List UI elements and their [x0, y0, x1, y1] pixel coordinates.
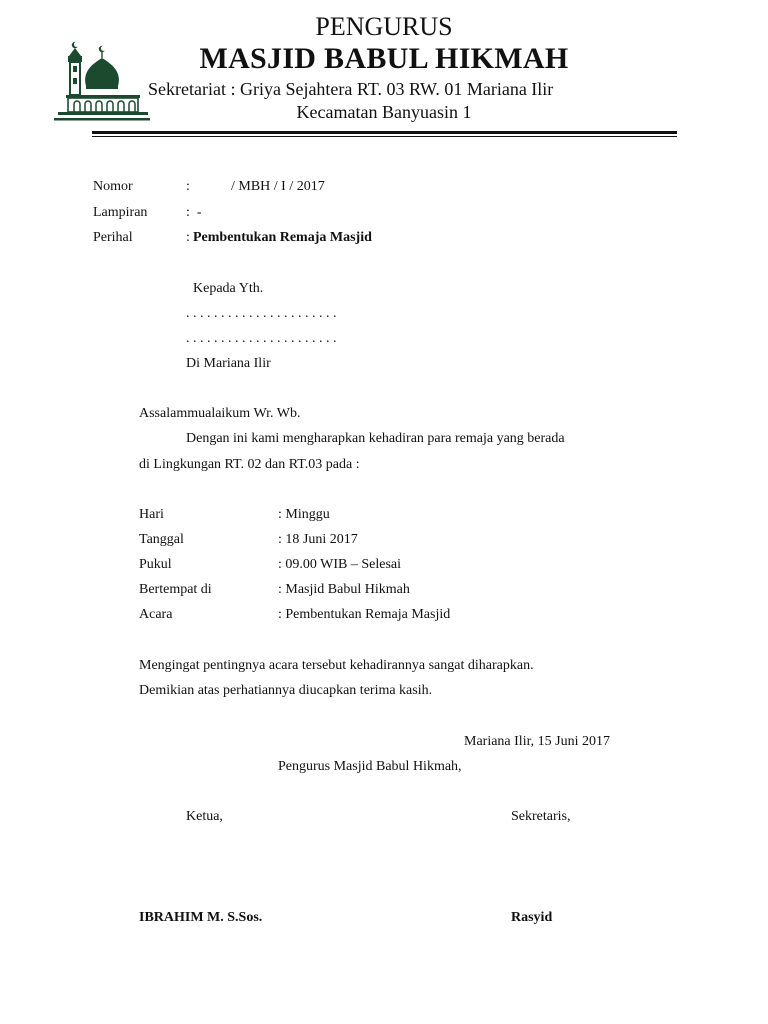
place-date: Mariana Ilir, 15 Juni 2017 — [464, 734, 611, 749]
nomor-value: / MBH / I / 2017 — [231, 179, 325, 194]
detail-label-tanggal: Tanggal — [139, 532, 184, 547]
recipient-salutation: Kepada Yth. — [193, 281, 264, 296]
detail-value-pukul: : 09.00 WIB – Selesai — [278, 557, 402, 572]
intro-line-1: Dengan ini kami mengharapkan kehadiran para remaja yang berada — [186, 431, 565, 446]
detail-value-acara: : Pembentukan Remaja Masjid — [278, 607, 451, 622]
secretary-title: Sekretaris, — [511, 809, 571, 824]
detail-label-pukul: Pukul — [139, 557, 172, 572]
detail-label-tempat: Bertempat di — [139, 582, 212, 597]
org-label: PENGURUS — [315, 12, 453, 41]
detail-label-hari: Hari — [139, 507, 164, 522]
perihal-value: Pembentukan Remaja Masjid — [193, 230, 372, 245]
org-name: MASJID BABUL HIKMAH — [199, 42, 569, 75]
detail-value-hari: : Minggu — [278, 507, 330, 522]
intro-line-2: di Lingkungan RT. 02 dan RT.03 pada : — [139, 457, 360, 472]
signature-org: Pengurus Masjid Babul Hikmah, — [278, 759, 462, 774]
perihal-label: Perihal — [93, 230, 133, 245]
perihal-separator: : — [186, 230, 190, 245]
detail-value-tempat: : Masjid Babul Hikmah — [278, 582, 410, 597]
chairman-name: IBRAHIM M. S.Sos. — [139, 910, 263, 925]
recipient-line-2: . . . . . . . . . . . . . . . . . . . . . . — [186, 331, 337, 346]
address-line-1: Sekretariat : Griya Sejahtera RT. 03 RW. 01 Mariana Ilir — [148, 79, 554, 99]
secretary-name: Rasyid — [511, 910, 553, 925]
chairman-title: Ketua, — [186, 809, 223, 824]
greeting: Assalammualaikum Wr. Wb. — [139, 406, 301, 421]
header-divider-thin — [92, 136, 677, 137]
recipient-line-1: . . . . . . . . . . . . . . . . . . . . . . — [186, 306, 337, 321]
nomor-label: Nomor — [93, 179, 133, 194]
lampiran-value: : - — [186, 205, 202, 220]
detail-label-acara: Acara — [139, 607, 173, 622]
detail-value-tanggal: : 18 Juni 2017 — [278, 532, 358, 547]
nomor-separator: : — [186, 179, 190, 194]
header-divider-thick — [92, 131, 677, 134]
closing-line-1: Mengingat pentingnya acara tersebut kehadirannya sangat diharapkan. — [139, 658, 534, 673]
recipient-location: Di Mariana Ilir — [186, 356, 271, 371]
closing-line-2: Demikian atas perhatiannya diucapkan terima kasih. — [139, 683, 433, 698]
address-line-2: Kecamatan Banyuasin 1 — [296, 102, 472, 122]
lampiran-label: Lampiran — [93, 205, 148, 220]
